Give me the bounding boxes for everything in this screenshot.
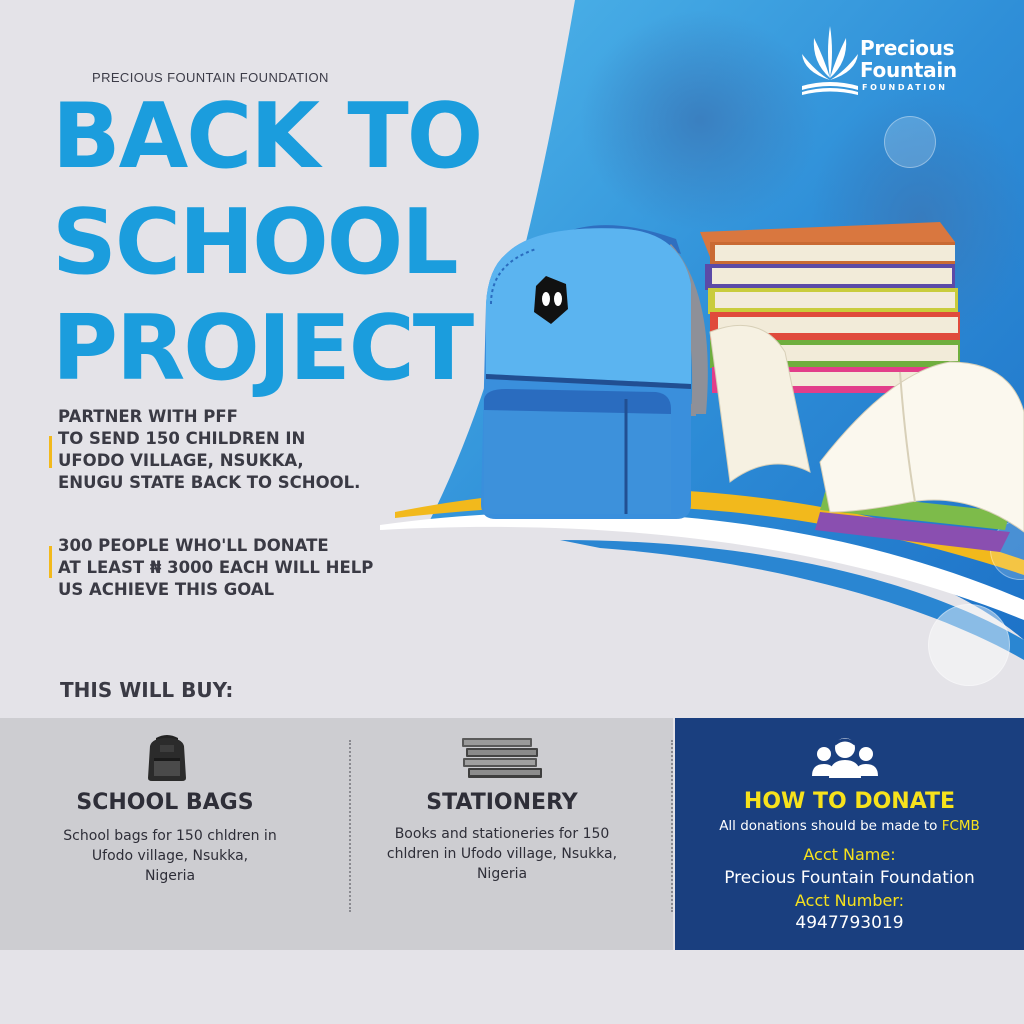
accent-bar [49, 546, 52, 578]
decorative-bubble [884, 116, 936, 168]
headline-line-1: BACK TO [52, 84, 482, 189]
text-line: ENUGU STATE BACK TO SCHOOL. [58, 473, 361, 492]
books-stack-icon [460, 736, 544, 780]
acct-number-value: 4947793019 [795, 913, 904, 933]
logo-text-fountain: Fountain [860, 58, 957, 82]
how-to-donate-title: HOW TO DONATE [743, 789, 956, 814]
text-line: UFODO VILLAGE, NSUKKA, [58, 451, 304, 470]
foundation-logo [800, 22, 970, 98]
people-group-icon [812, 734, 878, 780]
column-divider [349, 740, 351, 912]
bank-name: FCMB [941, 818, 980, 834]
logo-text-precious: Precious [860, 36, 955, 60]
school-bags-title: SCHOOL BAGS [76, 790, 254, 815]
text-line: Ufodo village, Nsukka, [91, 848, 249, 864]
text-line: Nigeria [476, 866, 528, 882]
intro-paragraph-2 [58, 535, 373, 601]
headline-line-2: SCHOOL [52, 190, 457, 295]
text-line: School bags for 150 chldren in [63, 828, 277, 844]
org-name: PRECIOUS FOUNTAIN FOUNDATION [92, 70, 329, 85]
stationery-description [352, 824, 652, 884]
accent-bar [49, 436, 52, 468]
stationery-title: STATIONERY [426, 790, 578, 815]
fountain-logo-icon [800, 22, 860, 98]
books-illustration [690, 212, 1024, 562]
text-line: AT LEAST ₦ 3000 EACH WILL HELP [58, 558, 374, 577]
backpack-icon [144, 732, 190, 782]
acct-number-label: Acct Number: [795, 891, 904, 910]
decorative-bubble [928, 604, 1010, 686]
headline-line-3: PROJECT [52, 296, 473, 401]
column-divider [671, 740, 673, 912]
logo-text-foundation: FOUNDATION [862, 83, 948, 92]
intro-paragraph-1 [58, 406, 360, 494]
text-line: PARTNER WITH PFF [58, 407, 238, 426]
text-line: Nigeria [144, 868, 196, 884]
this-will-buy-heading: THIS WILL BUY: [60, 678, 234, 702]
text-line: chldren in Ufodo village, Nsukka, [386, 846, 618, 862]
backpack-illustration [476, 214, 726, 534]
text-line: Books and stationeries for 150 [394, 826, 610, 842]
donation-instruction-text: All donations should be made to [719, 818, 942, 834]
text-line: TO SEND 150 CHILDREN IN [58, 429, 306, 448]
acct-name-label: Acct Name: [803, 845, 896, 864]
school-bags-description [0, 826, 340, 886]
text-line: 300 PEOPLE WHO'LL DONATE [58, 536, 329, 555]
text-line: US ACHIEVE THIS GOAL [58, 580, 275, 599]
acct-name-value: Precious Fountain Foundation [724, 868, 975, 888]
donation-instruction [675, 818, 1024, 834]
